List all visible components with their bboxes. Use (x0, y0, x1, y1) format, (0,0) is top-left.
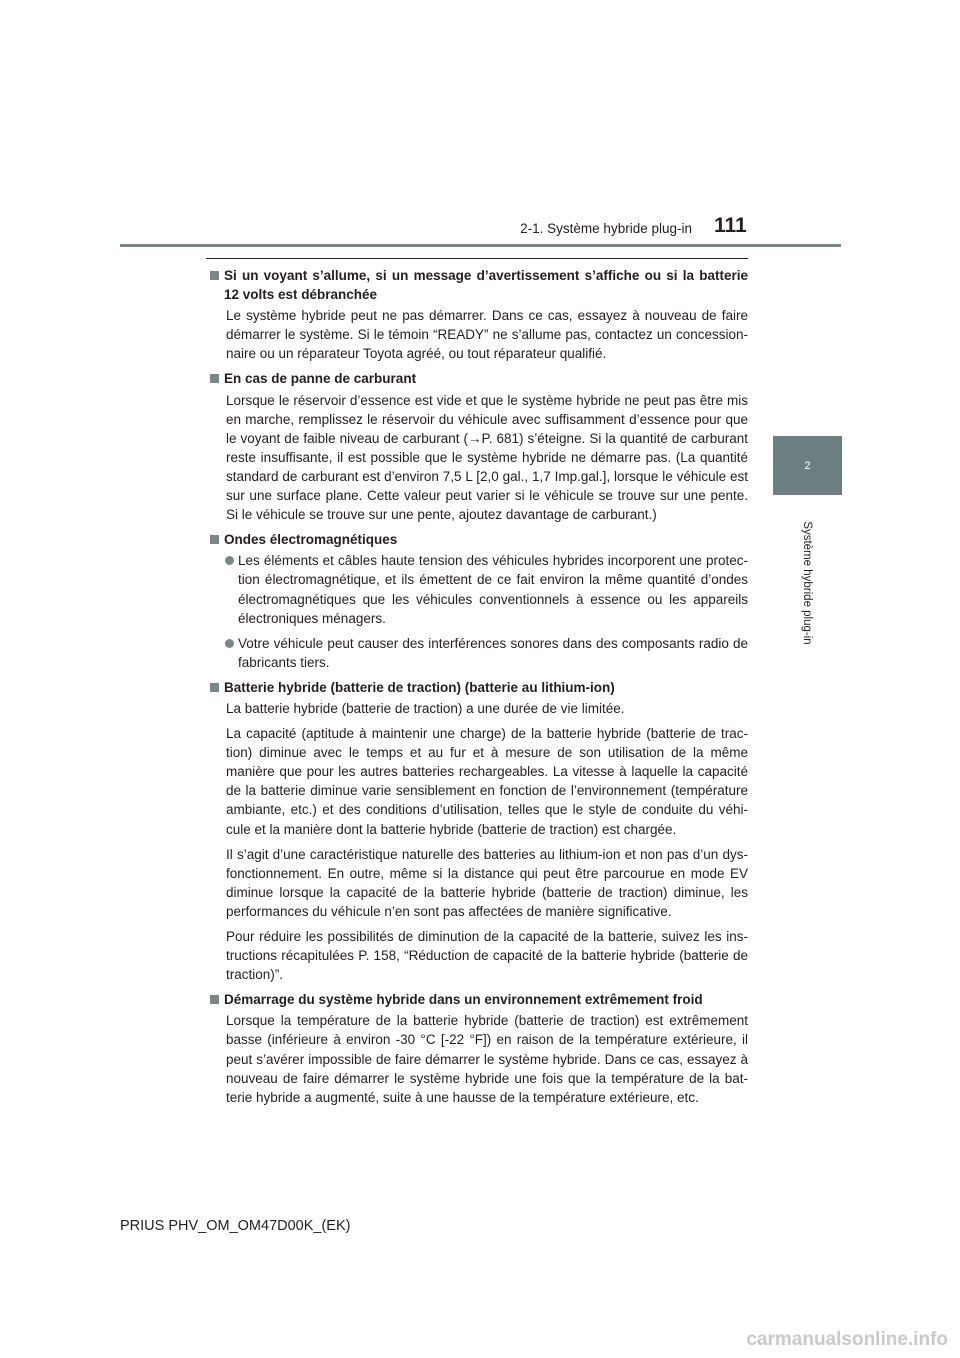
square-bullet-icon (210, 683, 219, 692)
square-bullet-icon (210, 271, 219, 280)
paragraph: La batterie hybride (batterie de traction) a une durée de vie limitée. (226, 700, 625, 716)
section-fuel (210, 369, 748, 524)
section-heading: Ondes électromagnétiques (210, 530, 748, 549)
section-hybrid-battery (210, 678, 748, 984)
chapter-label: Système hybride plug-in (801, 521, 813, 645)
content-top-rule (206, 258, 748, 259)
list-item: Votre véhicule peut causer des interférences sonores dans des composants radio de fabricants tiers. (210, 634, 748, 672)
section-cold-start (210, 990, 748, 1107)
chapter-tab (773, 436, 842, 495)
watermark: carmanualsonline.info (746, 1329, 948, 1350)
section-heading: Si un voyant s’allume, si un message d’avertissement s’affiche ou si la batterie 12 volts est débranchée (210, 266, 748, 304)
paragraph: Il s’agit d’une caractéristique naturelle des batteries au lithium-ion et non pas d’un dys-fonctionnement. En outre, même si la distance qui peut être parcourue en mode EV diminue lorsque la capacité de la batterie hybride (batterie de traction) diminue, les performances du véhicule n’en sont pas affectées de manière significative. (226, 846, 748, 919)
paragraph: Pour réduire les possibilités de diminution de la capacité de la batterie, suivez les ins-tructions récapitulées P. 158, “Réduction de capacité de la batterie hybride (batterie de traction)”. (226, 929, 748, 983)
header-rule (120, 244, 841, 247)
page-header (0, 0, 960, 250)
paragraph: Le système hybride peut ne pas démarrer. Dans ce cas, essayez à nouveau de faire démarrer le système. Si le témoin “READY” ne s’allume pas, contactez un concession-naire ou un réparateur Toyota agréé, ou tout réparateur qualifié. (226, 308, 748, 362)
chapter-number: 2 (804, 459, 811, 472)
page-number: 111 (714, 214, 747, 237)
paragraph: Lorsque la température de la batterie hybride (batterie de traction) est extrêmement basse (inférieure à environ -30 °C [-22 °F]) en raison de la température extérieure, il peut s’avérer impossible de faire démarrer le système hybride. Dans ce cas, essayez à nouveau de faire démarrer le système hybride une fois que la température de la bat-terie hybride a augmenté, suite à une hausse de la température extérieure, etc. (226, 1013, 748, 1105)
list-item: Les éléments et câbles haute tension des véhicules hybrides incorporent une protec-tion électromagnétique, et ils émettent de ce fait environ la même quantité d’ondes électromagnétiques que les véhicules conventionnels à essence ou les appareils électroniques ménagers. (210, 551, 748, 627)
section-warning-battery (210, 266, 748, 363)
round-bullet-icon (225, 639, 234, 648)
round-bullet-icon (225, 556, 234, 565)
main-content (210, 266, 748, 1113)
paragraph: La capacité (aptitude à maintenir une charge) de la batterie hybride (batterie de trac-tion) diminue avec le temps et au fur et à mesure de son utilisation de la même manière que pour les autres batteries rechargeables. La vitesse à laquelle la capacité de la batterie diminue varie sensiblement en fonction de l’environnement (température ambiante, etc.) et des conditions d’utilisation, telles que le style de conduite du véhi-cule et la manière dont la batterie hybride (batterie de traction) est chargée. (226, 726, 748, 837)
section-heading: Démarrage du système hybride dans un environnement extrêmement froid (210, 990, 748, 1009)
square-bullet-icon (210, 535, 219, 544)
section-title: 2-1. Système hybride plug-in (520, 221, 692, 236)
square-bullet-icon (210, 995, 219, 1004)
paragraph: Lorsque le réservoir d’essence est vide et que le système hybride ne peut pas être mis en marche, remplissez le réservoir du véhicule avec suffisamment d’essence pour que le voyant de faible niveau de carburant (→P. 681) s’éteigne. Si la quantité de carburant reste insuffisante, il est possible que le système hybride ne démarre pas. (La quantité standard de carburant est d’environ 7,5 L [2,0 gal., 1,7 Imp.gal.], lorsque le véhicule est sur une surface plane. Cette valeur peut varier si le véhicule se trouve sur une pente. Si le véhicule se trouve sur une pente, ajoutez davantage de carburant.) (226, 392, 748, 523)
document-code: PRIUS PHV_OM_OM47D00K_(EK) (120, 1218, 351, 1234)
square-bullet-icon (210, 374, 219, 383)
section-heading: En cas de panne de carburant (210, 369, 748, 388)
section-heading: Batterie hybride (batterie de traction) (batterie au lithium-ion) (210, 678, 748, 697)
section-electromagnetic (210, 530, 748, 672)
